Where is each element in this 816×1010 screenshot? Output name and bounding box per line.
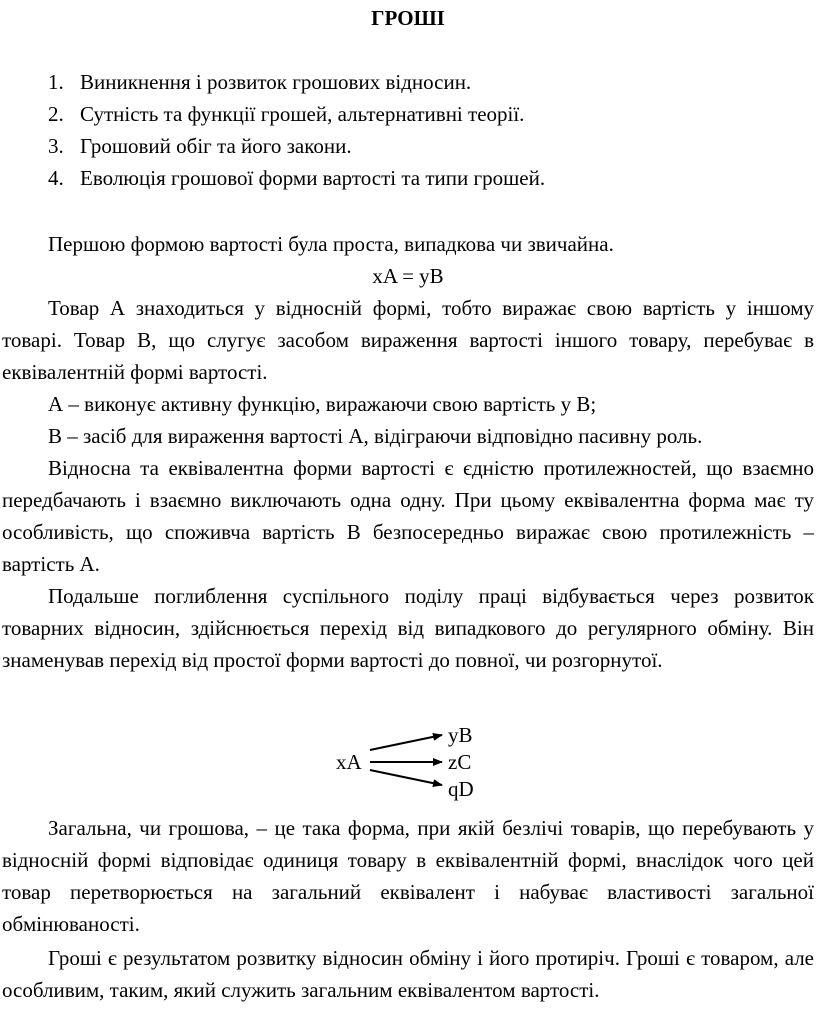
paragraph-relative-form: Товар А знаходиться у відносній формі, тобто виражає свою вартість у іншому товарі. Товар В, що слугує засобом вираження вартості іншого товару, перебуває в еквівалентній формі вартості.: [2, 296, 814, 384]
list-item-number: 3.: [48, 134, 64, 158]
list-item: [48, 130, 545, 162]
list-item-text: Еволюція грошової форми вартості та типи грошей.: [80, 166, 546, 190]
paragraph-expanded-form: Подальше поглиблення суспільного поділу праці відбувається через розвиток товарних відносин, здійснюється перехід від випадкового до регулярного обміну. Він знаменував перехід від простої форми вартості до повної, чи розгорнутої.: [2, 584, 814, 672]
arrow-to-qd: [370, 770, 442, 785]
diagram-target-label: qD: [448, 777, 474, 801]
paragraph-unity-of-opposites: Відносна та еквівалентна форми вартості є єдністю протилежностей, що взаємно передбачають і взаємно виключають одна одну. При цьому еквівалентна форма має ту особливість, що споживча вартість В безпосередньо виражає свою протилежність – вартість А.: [2, 456, 814, 576]
list-item-number: 4.: [48, 166, 64, 190]
diagram-target-label: zC: [448, 750, 472, 774]
list-item-number: 2.: [48, 102, 64, 126]
topics-list: [48, 66, 545, 194]
paragraph-general-form: Загальна, чи грошова, – це така форма, при якій безлічі товарів, що перебувають у відносній формі відповідає одиниця товару в еквівалентній формі, внаслідок чого цей товар перетворюється на загальний еквівалент і набуває властивості загальної обмінюваності.: [2, 816, 814, 936]
expanded-form-diagram: [320, 716, 520, 806]
list-item: [48, 98, 545, 130]
list-item-number: 1.: [48, 70, 64, 94]
paragraph-b-passive: В – засіб для вираження вартості А, відіграючи відповідно пасивну роль.: [48, 424, 703, 448]
paragraph-simple-form: Першою формою вартості була проста, випадкова чи звичайна.: [48, 232, 614, 256]
diagram-source-label: xA: [336, 750, 362, 774]
formula-simple-form: xA = yB: [372, 264, 444, 288]
arrow-to-yb: [370, 735, 442, 750]
list-item-text: Сутність та функції грошей, альтернативні теорії.: [80, 102, 525, 126]
list-item-text: Грошовий обіг та його закони.: [80, 134, 352, 158]
diagram-target-label: yB: [448, 723, 473, 747]
page-title: ГРОШІ: [371, 6, 445, 30]
list-item: [48, 66, 545, 98]
list-item: [48, 162, 545, 194]
paragraph-money-conclusion: Гроші є результатом розвитку відносин обміну і його протиріч. Гроші є товаром, але особливим, таким, який служить загальним еквівалентом вартості.: [2, 946, 814, 1002]
list-item-text: Виникнення і розвиток грошових відносин.: [80, 70, 472, 94]
paragraph-a-active: А – виконує активну функцію, виражаючи свою вартість у В;: [48, 392, 597, 416]
